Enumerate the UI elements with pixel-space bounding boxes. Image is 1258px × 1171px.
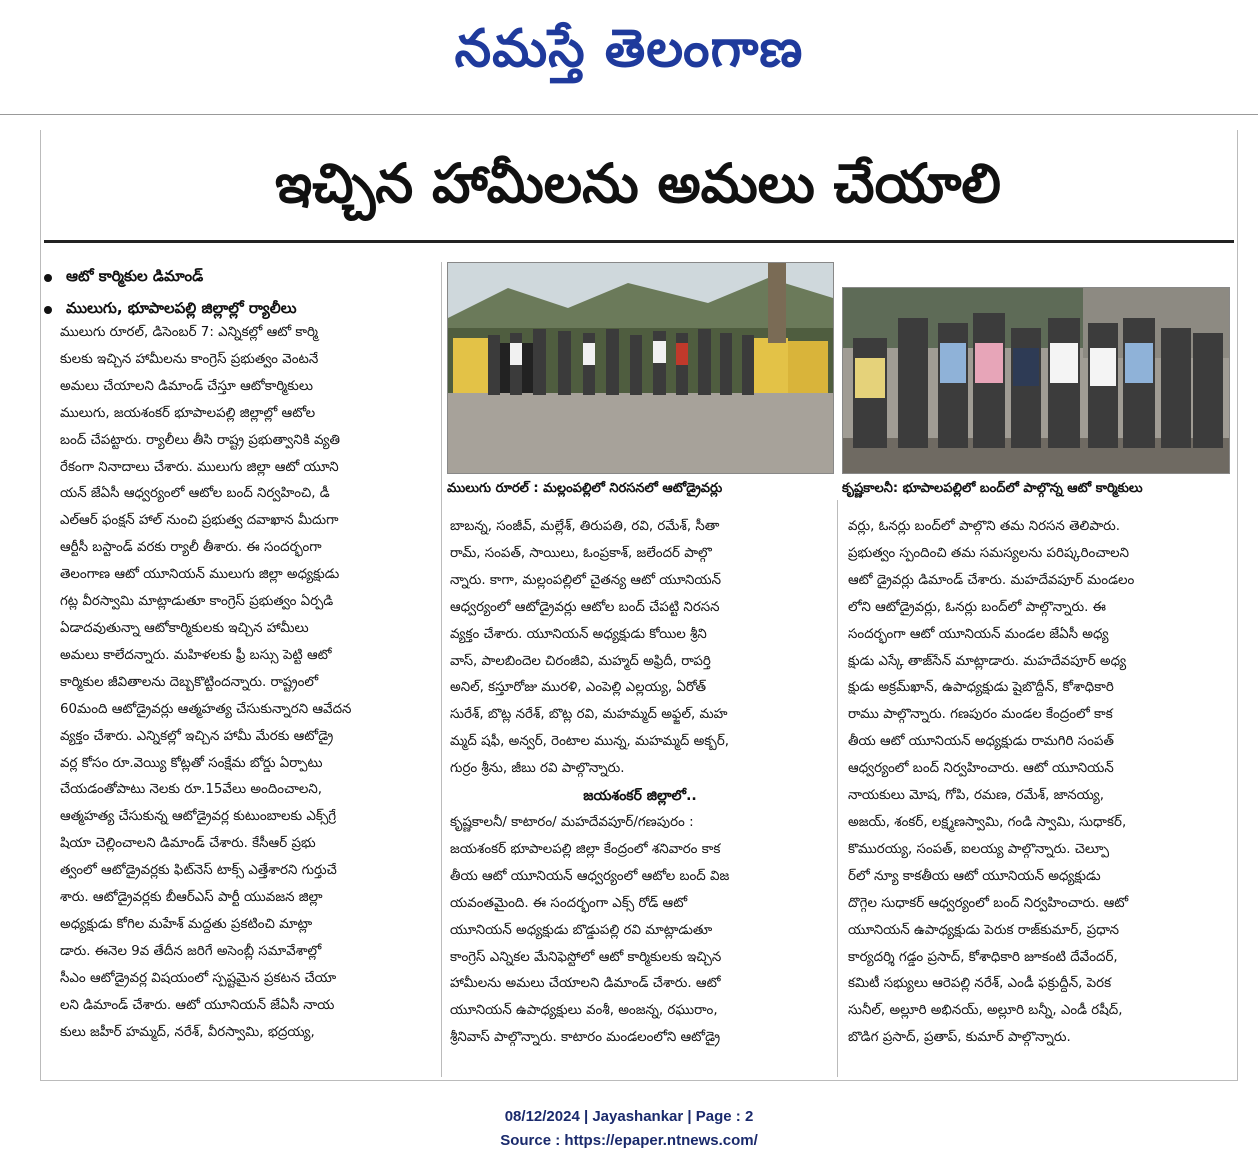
- text-line: నాయకులు మోష, గోపి, రమణ, రమేశ్, జానయ్య,: [848, 788, 1105, 804]
- text-line: జయశంకర్ భూపాలపల్లి జిల్లా కేంద్రంలో శనివారం కాక: [450, 841, 721, 857]
- text-line: కమిటీ సభ్యులు ఆరెపల్లి నరేశ్, ఎండీ ఫక్రుద్దీన్, పెరక: [848, 976, 1112, 992]
- photo-bhupalpally-bandh: [842, 287, 1230, 474]
- text-line: శ్రీనివాస్ పాల్గొన్నారు. కాటారం మండలంలోని ఆటోడ్రై: [450, 1030, 721, 1046]
- text-line: గట్ల వీరస్వామి మాట్లాడుతూ కాంగ్రెస్ ప్రభుత్వం ఏర్పడి: [60, 594, 334, 610]
- photo-mallampally-image: [448, 263, 833, 473]
- text-line: ర్‌లో న్యూ కాకతీయ ఆటో యూనియన్ అధ్యక్షుడు: [848, 868, 1101, 884]
- text-line: కులు జహీర్ హమ్మద్, నరేశ్, వీరస్వామి, భద్రయ్య,: [60, 1024, 315, 1040]
- text-line: బంద్ చేపట్టారు. ర్యాలీలు తీసి రాష్ట్ర ప్రభుత్వానికి వ్యతి: [60, 432, 340, 448]
- article-column-1: [60, 320, 435, 1046]
- text-line: హామీలను అమలు చేయాలని డిమాండ్ చేశారు. ఆటో: [450, 976, 721, 992]
- photo2-caption: కృష్ణకాలనీ: భూపాలపల్లిలో బంద్‌లో పాల్గొన్న ఆటో కార్మికులు: [842, 481, 1143, 496]
- text-line: వ్యక్తం చేశారు. యూనియన్ అధ్యక్షుడు కోయిల శ్రీని: [450, 626, 707, 642]
- text-line: న్నారు. కాగా, మల్లంపల్లిలో చైతన్య ఆటో యూనియన్: [450, 572, 722, 588]
- text-line: తెలంగాణ ఆటో యూనియన్ ములుగు జిల్లా అధ్యక్షుడు: [60, 567, 340, 583]
- photo-bhupalpally-image: [843, 288, 1229, 473]
- text-line: కృష్ణకాలనీ/ కాటారం/ మహదేవపూర్/గణపురం :: [450, 814, 694, 830]
- text-line: బొడిగ ప్రసాద్, ప్రతాప్, కుమార్ పాల్గొన్నారు.: [848, 1030, 1071, 1046]
- text-line: లోని ఆటోడ్రైవర్లు, ఓనర్లు బంద్‌లో పాల్గొన్నారు. ఈ: [848, 599, 1106, 615]
- column-divider: [837, 500, 838, 1077]
- text-line: ఆధ్వర్యంలో ఆటోడ్రైవర్లు ఆటోల బంద్ చేపట్టి నిరసన: [450, 599, 720, 615]
- text-line: గుర్రం శ్రీను, జీబు రవి పాల్గొన్నారు.: [450, 761, 625, 777]
- text-line: సందర్భంగా ఆటో యూనియన్ మండల జేఏసీ అధ్య: [848, 626, 1109, 642]
- text-line: క్షుడు అక్రమ్‌ఖాన్, ఉపాధ్యక్షుడు షైబొద్దీన్, కోశాధికారి: [848, 680, 1114, 696]
- text-line: యూనియన్ అధ్యక్షుడు బొడ్డుపల్లి రవి మాట్లాడుతూ: [450, 922, 713, 938]
- newspaper-logo: నమస్తే తెలంగాణ: [454, 18, 804, 79]
- footer-source-link[interactable]: Source : https://epaper.ntnews.com/: [500, 1132, 758, 1149]
- text-line: ములుగు రూరల్, డిసెంబర్ 7: ఎన్నికల్లో ఆటో కార్మి: [60, 325, 318, 340]
- text-line: మ్మద్ షఫీ, అన్వర్, రెంటాల మున్న, మహమ్మద్ అక్బర్,: [450, 734, 730, 750]
- text-line: కార్మికుల జీవితాలను దెబ్బకొట్టిందన్నారు. రాష్ట్రంలో: [60, 674, 319, 690]
- section-subhead: జయశంకర్ జిల్లాలో..: [583, 788, 697, 805]
- bullet-text: ఆటో కార్మికుల డిమాండ్: [66, 267, 204, 285]
- text-line: తీయ ఆటో యూనియన్ ఆధ్వర్యంలో ఆటోల బంద్ విజ: [450, 868, 730, 884]
- text-line: తీయ ఆటో యూనియన్ అధ్యక్షుడు రామగిరి సంపత్: [848, 734, 1114, 750]
- text-line: కులకు ఇచ్చిన హామీలను కాంగ్రెస్ ప్రభుత్వం వెంటనే: [60, 351, 319, 367]
- text-line: అధ్యక్షుడు కోగిల మహేశ్ మద్దతు ప్రకటించి మాట్లా: [60, 916, 313, 932]
- text-line: యవంతమైంది. ఈ సందర్భంగా ఎక్స్ రోడ్ ఆటో: [450, 895, 688, 911]
- text-line: వాస్, పాలబిందెల చిరంజీవి, మహ్మద్ అఫ్రిదీ, రాపర్తి: [450, 653, 711, 669]
- text-line: కాంగ్రెస్ ఎన్నికల మేనిఫెస్టోలో ఆటో కార్మికులకు ఇచ్చిన: [450, 949, 722, 965]
- article-headline: ఇచ్చిన హామీలను అమలు చేయాలి: [275, 151, 1001, 215]
- text-line: ఎల్‌ఆర్ ఫంక్షన్ హాల్ నుంచి ప్రభుత్వ దవాఖాన మీదుగా: [60, 513, 339, 529]
- article-bullets: [40, 262, 440, 326]
- bullet-text: ములుగు, భూపాలపల్లి జిల్లాల్లో ర్యాలీలు: [66, 299, 297, 317]
- article-column-2: [450, 514, 830, 1052]
- bullet-dot-icon: [44, 274, 52, 282]
- column-divider: [441, 262, 442, 1077]
- text-line: వ్యక్తం చేశారు. ఎన్నికల్లో ఇచ్చిన హామీ మేరకు ఆటోడ్రై: [60, 728, 334, 744]
- text-line: ఆధ్వర్యంలో బంద్ నిర్వహించారు. ఆటో యూనియన్: [848, 761, 1114, 777]
- text-line: 60మంది ఆటోడ్రైవర్లు ఆత్మహత్య చేసుకున్నారని ఆవేదన: [60, 701, 352, 717]
- article-column-3: [848, 514, 1226, 1052]
- text-line: సీఎం ఆటోడ్రైవర్ల విషయంలో స్పష్టమైన ప్రకటన చేయా: [60, 970, 337, 986]
- photo1-caption: ములుగు రూరల్ : మల్లంపల్లిలో నిరసనలో ఆటోడ్రైవర్లు: [447, 481, 723, 496]
- text-line: అనిల్, కస్తూరోజు మురళి, ఎంపెల్లి ఎల్లయ్య, ఏరోత్: [450, 680, 707, 696]
- text-line: రామ్, సంపత్, సాయిలు, ఓంప్రకాశ్, జలేందర్ పాల్గొ: [450, 545, 712, 561]
- text-line: ఆర్టీసీ బస్టాండ్ వరకు ర్యాలీ తీశారు. ఈ సందర్భంగా: [60, 540, 322, 556]
- text-line: యూనియన్ ఉపాధ్యక్షుడు పెరుక రాజ్‌కుమార్, ప్రధాన: [848, 922, 1120, 938]
- text-line: త్వంలో ఆటోడ్రైవర్లకు ఫిట్‌నెస్ టాక్స్ ఎత్తేశారని గుర్తుచే: [60, 863, 337, 879]
- text-line: కొమురయ్య, సంపత్, ఐలయ్య పాల్గొన్నారు. చెల్పూ: [848, 841, 1110, 857]
- bullet-dot-icon: [44, 306, 52, 314]
- text-line: క్షుడు ఎస్కే తాజ్‌సేన్ మాట్లాడారు. మహదేవపూర్ అధ్య: [848, 653, 1127, 669]
- text-line: రేకంగా నినాదాలు చేశారు. ములుగు జిల్లా ఆటో యూని: [60, 459, 339, 475]
- text-line: అమలు చేయాలని డిమాండ్ చేస్తూ ఆటోకార్మికులు: [60, 378, 313, 394]
- text-line: ఆత్మహత్య చేసుకున్న ఆటోడ్రైవర్ల కుటుంబాలకు ఎక్స్‌గ్రే: [60, 809, 337, 825]
- text-line: బాబన్న, సంజీవ్, మల్లేశ్, తిరుపతి, రవి, రమేశ్, సీతా: [450, 519, 720, 534]
- headline-rule: [44, 240, 1234, 243]
- text-line: అజయ్, శంకర్, లక్ష్మణస్వామి, గండి స్వామి, సుధాకర్,: [848, 814, 1127, 830]
- text-line: షియా చెల్లించాలని డిమాండ్ చేశారు. కేసీఆర్ ప్రభు: [60, 836, 316, 852]
- text-line: దొగ్గెల సుధాకర్ ఆధ్వర్యంలో బంద్ నిర్వహించారు. ఆటో: [848, 895, 1129, 911]
- text-line: ఏడాదవుతున్నా ఆటోకార్మికులకు ఇచ్చిన హామీలు: [60, 620, 309, 636]
- text-line: సునీల్, అల్లూరి అభినయ్, అల్లూరి బన్నీ, ఎండీ రషీద్,: [848, 1003, 1123, 1019]
- text-line: ప్రభుత్వం స్పందించి తమ సమస్యలను పరిష్కరించాలని: [848, 545, 1130, 561]
- text-line: ములుగు, జయశంకర్ భూపాలపల్లి జిల్లాల్లో ఆటోల: [60, 405, 316, 421]
- text-line: యన్ జేఏసీ ఆధ్వర్యంలో ఆటోల బంద్ నిర్వహించి, డీ: [60, 486, 330, 502]
- text-line: అమలు కాలేదన్నారు. మహిళలకు ఫ్రీ బస్సు పెట్టి ఆటో: [60, 647, 332, 663]
- text-line: వర్ల కోసం రూ.వెయ్యి కోట్లతో సంక్షేమ బోర్డు ఏర్పాటు: [60, 755, 323, 771]
- text-line: డారు. ఈనెల 9వ తేదీన జరిగే అసెంబ్లీ సమావేశాల్లో: [60, 943, 322, 959]
- text-line: చేయడంతోపాటు నెలకు రూ.15వేలు అందించాలని,: [60, 782, 322, 798]
- footer-date-edition: 08/12/2024 | Jayashankar | Page : 2: [504, 1108, 754, 1125]
- bullet-item: [40, 262, 440, 294]
- text-line: వర్లు, ఓనర్లు బంద్‌లో పాల్గొని తమ నిరసన తెలిపారు.: [848, 519, 1120, 534]
- masthead: [0, 0, 1258, 110]
- text-line: కార్యదర్శి గడ్డం ప్రసాద్, కోశాధికారి జూకంటి దేవేందర్,: [848, 949, 1118, 965]
- text-line: ఆటో డ్రైవర్లు డిమాండ్ చేశారు. మహదేవపూర్ మండలం: [848, 572, 1135, 588]
- text-line: లని డిమాండ్ చేశారు. ఆటో యూనియన్ జేఏసీ నాయ: [60, 997, 335, 1013]
- text-line: యూనియన్ ఉపాధ్యక్షులు వంశీ, అంజన్న, రఘురాం,: [450, 1003, 718, 1019]
- photo-mallampally-protest: [447, 262, 834, 474]
- text-line: సురేశ్, బొట్ల నరేశ్, బొట్ల రవి, మహమ్మద్ అఫ్జల్, మహ: [450, 707, 728, 723]
- text-line: రాము పాల్గొన్నారు. గణపురం మండల కేంద్రంలో కాక: [848, 707, 1113, 723]
- masthead-divider: [0, 114, 1258, 115]
- text-line: శారు. ఆటోడ్రైవర్లకు బీఆర్‌ఎస్ పార్టీ యువజన జిల్లా: [60, 890, 323, 906]
